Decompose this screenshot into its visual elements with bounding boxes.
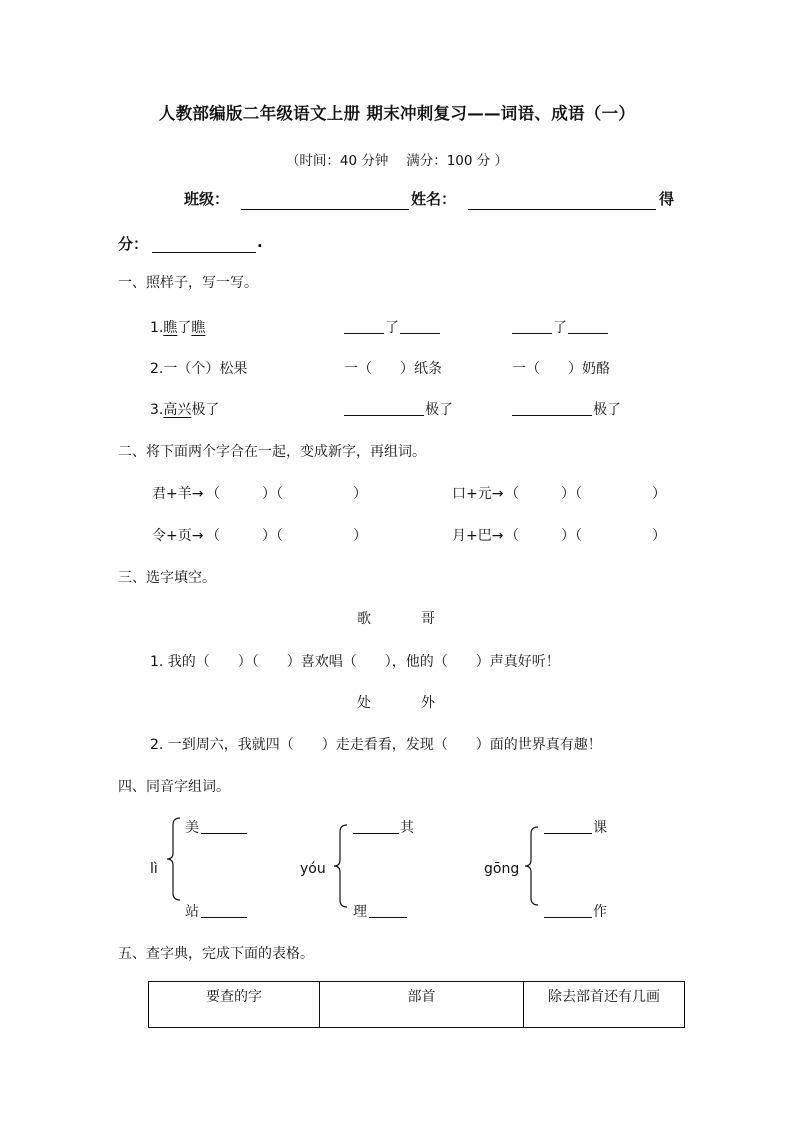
table-row [149,982,685,1028]
s4-g1-bottom-blank[interactable] [201,917,247,918]
s1-r1-char-2: 了 [553,320,567,336]
s4-g1-pinyin: lì [150,861,158,877]
s1-r3-blank-1[interactable] [344,415,424,416]
col-header-radical: 部首 [320,982,524,1028]
s4-g2-bottom-blank[interactable] [369,917,407,918]
section-5-heading: 五、查字典，完成下面的表格。 [118,946,314,962]
s1-r1-blank-1[interactable] [344,333,384,334]
s4-g1-bottom-char: 站 [185,904,199,920]
s4-g3-top-blank[interactable] [544,833,592,834]
section-1-heading: 一、照样子，写一写。 [118,275,258,291]
page-title: 人教部编版二年级语文上册 期末冲刺复习——词语、成语（一） [158,104,636,123]
s4-g3-bottom-blank[interactable] [544,917,592,918]
s2-item-4-blanks[interactable]: （ ）（ ） [505,528,666,544]
s2-item-1-blanks[interactable]: （ ）（ ） [206,486,367,502]
s1-row2-example: 2.一（个）松果 [150,361,248,377]
s3-question-1: 1. 我的（ ）（ ）喜欢唱（ ），他的（ ）声真好听！ [150,654,560,670]
col-header-strokes: 除去部首还有几画 [524,982,685,1028]
s1-r2-item-a: 一（ ）纸条 [344,361,442,377]
s4-g1-top-char: 美 [185,820,199,836]
dictionary-table [148,981,685,1028]
s4-g3-pinyin: gōng [484,861,520,877]
left-brace-icon [333,824,349,908]
s4-g2-pinyin: yóu [300,861,326,877]
score-end-dot: . [257,233,263,251]
s3-question-2: 2. 一到周六，我就四（ ）走走看看，发现（ ）面的世界真有趣！ [150,737,602,753]
s4-g2-bottom-char: 理 [353,904,367,920]
class-label: 班级： [184,190,230,208]
s1-r1-blank-2[interactable] [400,333,440,334]
section-3-heading: 三、选字填空。 [118,570,216,586]
s1-r1-blank-3[interactable] [512,333,552,334]
s2-item-1: 君+羊→ [152,486,204,502]
s1-r3-suffix-1: 极了 [425,402,453,418]
s3-pair2-char-1: 处 [357,695,371,711]
exam-info: （时间：40 分钟 满分：100 分 ） [285,153,509,169]
s2-item-2: 口+元→ [452,486,504,502]
section-4-heading: 四、同音字组词。 [118,779,230,795]
s4-g3-top-char: 课 [593,820,607,836]
s1-r2-item-b: 一（ ）奶酪 [512,361,610,377]
s2-item-4: 月+巴→ [452,528,504,544]
s1-r1-blank-4[interactable] [568,333,608,334]
s3-pair2-char-2: 外 [421,695,435,711]
s4-g2-top-blank[interactable] [353,833,399,834]
name-blank[interactable] [468,209,656,210]
s3-pair1-char-1: 歌 [357,611,371,627]
s4-g2-top-char: 其 [400,820,414,836]
s2-item-3-blanks[interactable]: （ ）（ ） [206,528,367,544]
s1-r3-suffix-2: 极了 [593,402,621,418]
left-brace-icon [166,817,182,901]
col-header-char: 要查的字 [149,982,320,1028]
s4-g1-top-blank[interactable] [201,833,247,834]
left-brace-icon [524,826,540,906]
s1-row3-example: 3.高兴极了 [150,402,220,418]
s2-item-2-blanks[interactable]: （ ）（ ） [505,486,666,502]
s1-row1-example: 1.瞧了瞧 [150,320,206,336]
name-label: 姓名： [411,190,457,208]
s2-item-3: 令+页→ [152,528,204,544]
s4-g3-bottom-char: 作 [593,904,607,920]
s1-r1-char-1: 了 [385,320,399,336]
score-blank[interactable] [152,252,256,253]
s3-pair1-char-2: 哥 [421,611,435,627]
section-2-heading: 二、将下面两个字合在一起，变成新字，再组词。 [118,444,426,460]
s1-r3-blank-2[interactable] [512,415,592,416]
class-blank[interactable] [241,209,409,210]
score-label-a: 得 [659,190,675,208]
score-label-b: 分： [118,235,149,253]
